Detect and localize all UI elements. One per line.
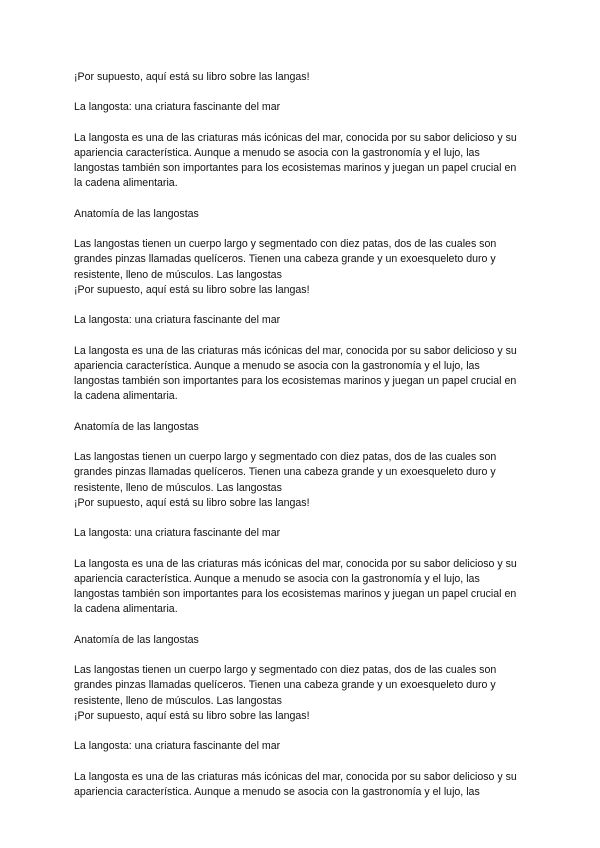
chapter-title: La langosta: una criatura fascinante del mar xyxy=(74,314,281,327)
intro-paragraph: La langosta es una de las criaturas más icónicas del mar, conocida por su sabor delicioso y su apariencia característica. Aunque a menudo se asocia con la gastronomía y el lujo, las langostas también son importantes para los ecosistemas marinos y juegan un papel crucial en la cadena alimentaria. xyxy=(74,131,517,190)
intro-line: ¡Por supuesto, aquí está su libro sobre las langas! xyxy=(74,496,310,509)
chapter-title: La langosta: una criatura fascinante del mar xyxy=(74,740,281,753)
anatomy-paragraph: Las langostas tienen un cuerpo largo y segmentado con diez patas, dos de las cuales son grandes pinzas llamadas quelíceros. Tienen una cabeza grande y un exoesqueleto duro y resistente, lleno de músculos. Las langostas xyxy=(74,451,497,494)
intro-paragraph: La langosta es una de las criaturas más icónicas del mar, conocida por su sabor delicioso y su apariencia característica. Aunque a menudo se asocia con la gastronomía y el lujo, las xyxy=(74,770,517,798)
chapter-title: La langosta: una criatura fascinante del mar xyxy=(74,527,281,540)
text-block-3 xyxy=(74,496,526,709)
anatomy-paragraph: Las langostas tienen un cuerpo largo y segmentado con diez patas, dos de las cuales son grandes pinzas llamadas quelíceros. Tienen una cabeza grande y un exoesqueleto duro y resistente, lleno de músculos. Las langostas xyxy=(74,238,497,281)
section-heading: Anatomía de las langostas xyxy=(74,633,199,646)
intro-line: ¡Por supuesto, aquí está su libro sobre las langas! xyxy=(74,283,310,296)
anatomy-paragraph: Las langostas tienen un cuerpo largo y segmentado con diez patas, dos de las cuales son grandes pinzas llamadas quelíceros. Tienen una cabeza grande y un exoesqueleto duro y resistente, lleno de músculos. Las langostas xyxy=(74,664,497,707)
chapter-title: La langosta: una criatura fascinante del mar xyxy=(74,101,281,114)
intro-paragraph: La langosta es una de las criaturas más icónicas del mar, conocida por su sabor delicioso y su apariencia característica. Aunque a menudo se asocia con la gastronomía y el lujo, las langostas también son importantes para los ecosistemas marinos y juegan un papel crucial en la cadena alimentaria. xyxy=(74,557,517,616)
section-heading: Anatomía de las langostas xyxy=(74,207,199,220)
text-block-4 xyxy=(74,709,526,800)
intro-line: ¡Por supuesto, aquí está su libro sobre las langas! xyxy=(74,709,310,722)
text-block-2 xyxy=(74,283,526,496)
text-block-1 xyxy=(74,70,526,283)
intro-paragraph: La langosta es una de las criaturas más icónicas del mar, conocida por su sabor delicioso y su apariencia característica. Aunque a menudo se asocia con la gastronomía y el lujo, las langostas también son importantes para los ecosistemas marinos y juegan un papel crucial en la cadena alimentaria. xyxy=(74,344,517,403)
intro-line: ¡Por supuesto, aquí está su libro sobre las langas! xyxy=(74,71,310,83)
section-heading: Anatomía de las langostas xyxy=(74,420,199,433)
